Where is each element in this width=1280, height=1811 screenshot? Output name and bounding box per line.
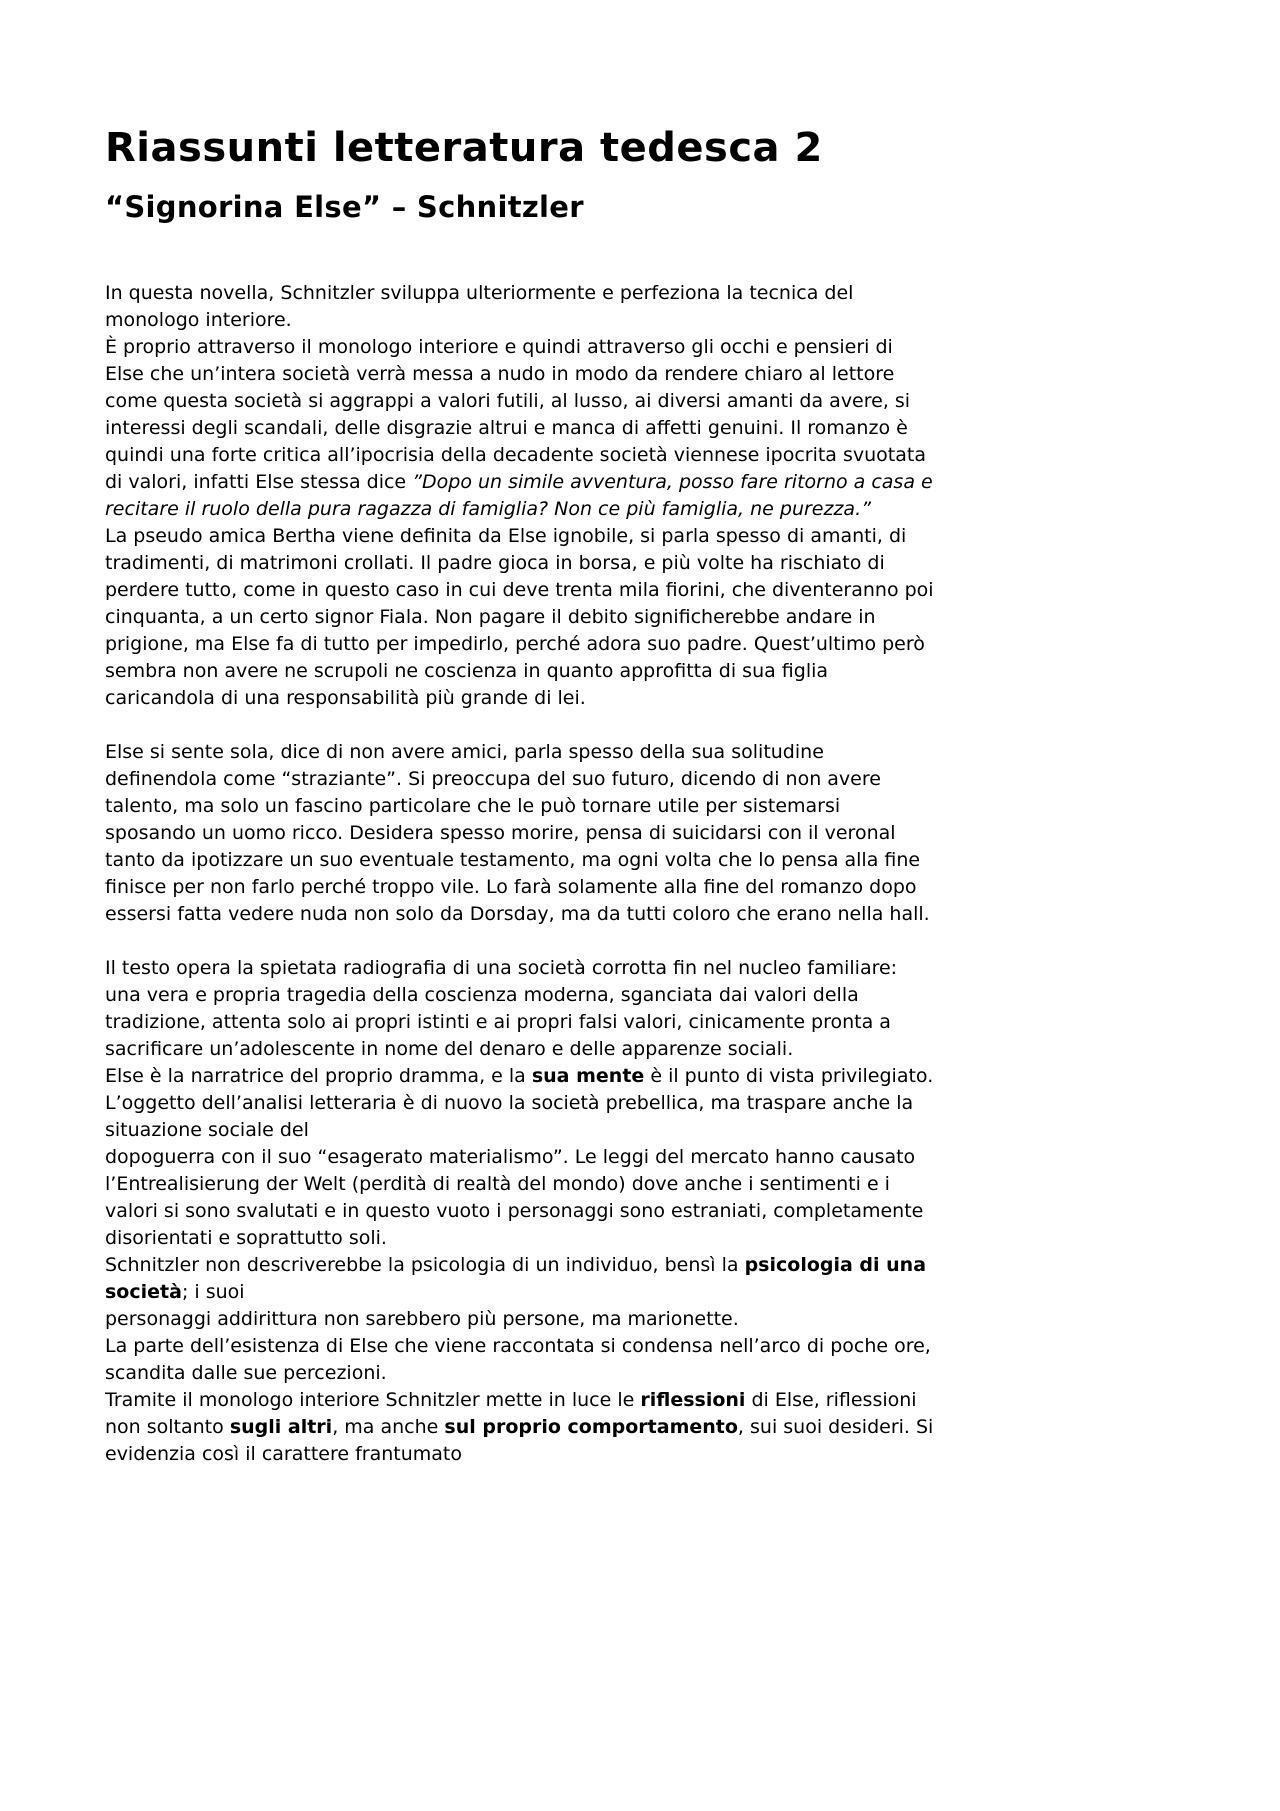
text-run: tradimenti, di matrimoni crollati. Il padre gioca in borsa, e più volte ha rischiato di (105, 551, 885, 574)
text-run: riflessioni (640, 1388, 746, 1411)
text-line (105, 1171, 1175, 1198)
text-run: scandita dalle sue percezioni. (105, 1361, 387, 1384)
text-line (105, 955, 1175, 982)
text-line (105, 820, 1175, 847)
text-run: sugli altri (229, 1415, 333, 1438)
page-subtitle: “Signorina Else” – Schnitzler (105, 190, 584, 224)
text-line (105, 496, 1175, 523)
text-run: sul proprio comportamento (444, 1415, 738, 1438)
text-run: L’oggetto dell’analisi letteraria è di nuovo la società prebellica, ma traspare anche la (105, 1091, 914, 1114)
text-run: come questa società si aggrappi a valori futili, al lusso, ai diversi amanti da avere, si (105, 389, 911, 412)
text-run: talento, ma solo un fascino particolare che le può tornare utile per sistemarsi (105, 794, 841, 817)
text-run: una vera e propria tragedia della coscienza moderna, sganciata dai valori della (105, 983, 859, 1006)
text-run: tanto da ipotizzare un suo eventuale testamento, ma ogni volta che lo pensa alla fine (105, 848, 921, 871)
text-line (105, 550, 1175, 577)
text-line (105, 1144, 1175, 1171)
text-line (105, 1333, 1175, 1360)
text-line (105, 388, 1175, 415)
text-line (105, 604, 1175, 631)
document-content (105, 126, 1175, 1468)
text-line (105, 1036, 1175, 1063)
text-run: perdere tutto, come in questo caso in cui deve trenta mila fiorini, che diventeranno poi (105, 578, 934, 601)
text-run: , ma anche (332, 1415, 445, 1438)
text-run: Else che un’intera società verrà messa a nudo in modo da rendere chiaro al lettore (105, 362, 895, 385)
text-run: sembra non avere ne scrupoli ne coscienza in quanto approfitta di sua figlia (105, 659, 829, 682)
text-line (105, 766, 1175, 793)
text-line (105, 280, 1175, 307)
text-line (105, 1090, 1175, 1117)
text-line (105, 1441, 1175, 1468)
text-run: prigione, ma Else fa di tutto per impedirlo, perché adora suo padre. Quest’ultimo però (105, 632, 925, 655)
text-run: situazione sociale del (105, 1118, 309, 1141)
text-run: essersi fatta vedere nuda non solo da Dorsday, ma da tutti coloro che erano nella hall. (105, 902, 930, 925)
text-line (105, 577, 1175, 604)
text-run: Tramite il monologo interiore Schnitzler mette in luce le (105, 1388, 641, 1411)
text-line (105, 1009, 1175, 1036)
text-run: società (105, 1280, 182, 1303)
text-line (105, 1360, 1175, 1387)
page-title: Riassunti letteratura tedesca 2 (105, 125, 823, 171)
text-line (105, 739, 1175, 766)
text-run: Else si sente sola, dice di non avere amici, parla spesso della sua solitudine (105, 740, 824, 763)
text-run: sacrificare un’adolescente in nome del denaro e delle apparenze sociali. (105, 1037, 794, 1060)
text-line (105, 658, 1175, 685)
text-run: Il testo opera la spietata radiografia di una società corrotta fin nel nucleo familiare: (105, 956, 898, 979)
text-line (105, 793, 1175, 820)
text-line (105, 1387, 1175, 1414)
text-run: è il punto di vista privilegiato. (644, 1064, 934, 1087)
text-run: tradizione, attenta solo ai propri istinti e ai propri falsi valori, cinicamente pronta a (105, 1010, 891, 1033)
text-run: non soltanto (105, 1415, 230, 1438)
text-run: cinquanta, a un certo signor Fiala. Non pagare il debito significherebbe andare in (105, 605, 876, 628)
text-run: disorientati e soprattutto soli. (105, 1226, 387, 1249)
text-run: valori si sono svalutati e in questo vuoto i personaggi sono estraniati, completamente (105, 1199, 924, 1222)
text-line (105, 1198, 1175, 1225)
text-line (105, 1306, 1175, 1333)
text-line (105, 685, 1175, 712)
text-line (105, 1279, 1175, 1306)
text-run: definendola come “straziante”. Si preoccupa del suo futuro, dicendo di non avere (105, 767, 881, 790)
text-line (105, 469, 1175, 496)
text-run: psicologia di una (744, 1253, 927, 1276)
text-line (105, 307, 1175, 334)
text-run: Else è la narratrice del proprio dramma, e la (105, 1064, 532, 1087)
text-run: sposando un uomo ricco. Desidera spesso morire, pensa di suicidarsi con il veronal (105, 821, 896, 844)
text-line (105, 523, 1175, 550)
text-line (105, 874, 1175, 901)
text-run: La parte dell’esistenza di Else che viene raccontata si condensa nell’arco di poche ore, (105, 1334, 931, 1357)
text-line (105, 901, 1175, 928)
blank-line (105, 928, 1175, 955)
text-line (105, 1252, 1175, 1279)
text-run: Schnitzler non descriverebbe la psicologia di un individuo, bensì la (105, 1253, 745, 1276)
text-run: personaggi addirittura non sarebbero più persone, ma marionette. (105, 1307, 739, 1330)
text-run: recitare il ruolo della pura ragazza di famiglia? Non ce più famiglia, ne purezza.” (105, 497, 871, 520)
text-run: evidenzia così il carattere frantumato (105, 1442, 462, 1465)
text-run: La pseudo amica Bertha viene definita da Else ignobile, si parla spesso di amanti, di (105, 524, 907, 547)
text-run: di valori, infatti Else stessa dice (105, 470, 413, 493)
text-run: ; i suoi (181, 1280, 245, 1303)
blank-line (105, 712, 1175, 739)
text-run: È proprio attraverso il monologo interiore e quindi attraverso gli occhi e pensieri di (105, 335, 893, 358)
text-run: dopoguerra con il suo “esagerato materialismo”. Le leggi del mercato hanno causato (105, 1145, 916, 1168)
text-run: quindi una forte critica all’ipocrisia della decadente società viennese ipocrita svuotata (105, 443, 926, 466)
text-line (105, 847, 1175, 874)
text-run: finisce per non farlo perché troppo vile. Lo farà solamente alla fine del romanzo dopo (105, 875, 917, 898)
text-line (105, 334, 1175, 361)
text-run: caricandola di una responsabilità più grande di lei. (105, 686, 586, 709)
text-line (105, 631, 1175, 658)
document-body (105, 280, 1175, 1468)
text-line (105, 361, 1175, 388)
text-line (105, 442, 1175, 469)
text-run: sua mente (531, 1064, 645, 1087)
text-run: interessi degli scandali, delle disgrazie altrui e manca di affetti genuini. Il romanzo è (105, 416, 908, 439)
text-run: monologo interiore. (105, 308, 292, 331)
text-line (105, 982, 1175, 1009)
text-line (105, 1225, 1175, 1252)
text-line (105, 1063, 1175, 1090)
text-line (105, 1414, 1175, 1441)
text-line (105, 1117, 1175, 1144)
text-run: di Else, riflessioni (745, 1388, 917, 1411)
text-run: ”Dopo un simile avventura, posso fare ritorno a casa e (412, 470, 933, 493)
text-line (105, 415, 1175, 442)
text-run: In questa novella, Schnitzler sviluppa ulteriormente e perfeziona la tecnica del (105, 281, 854, 304)
text-run: , sui suoi desideri. Si (737, 1415, 934, 1438)
text-run: l’Entrealisierung der Welt (perdità di realtà del mondo) dove anche i sentimenti e i (105, 1172, 890, 1195)
